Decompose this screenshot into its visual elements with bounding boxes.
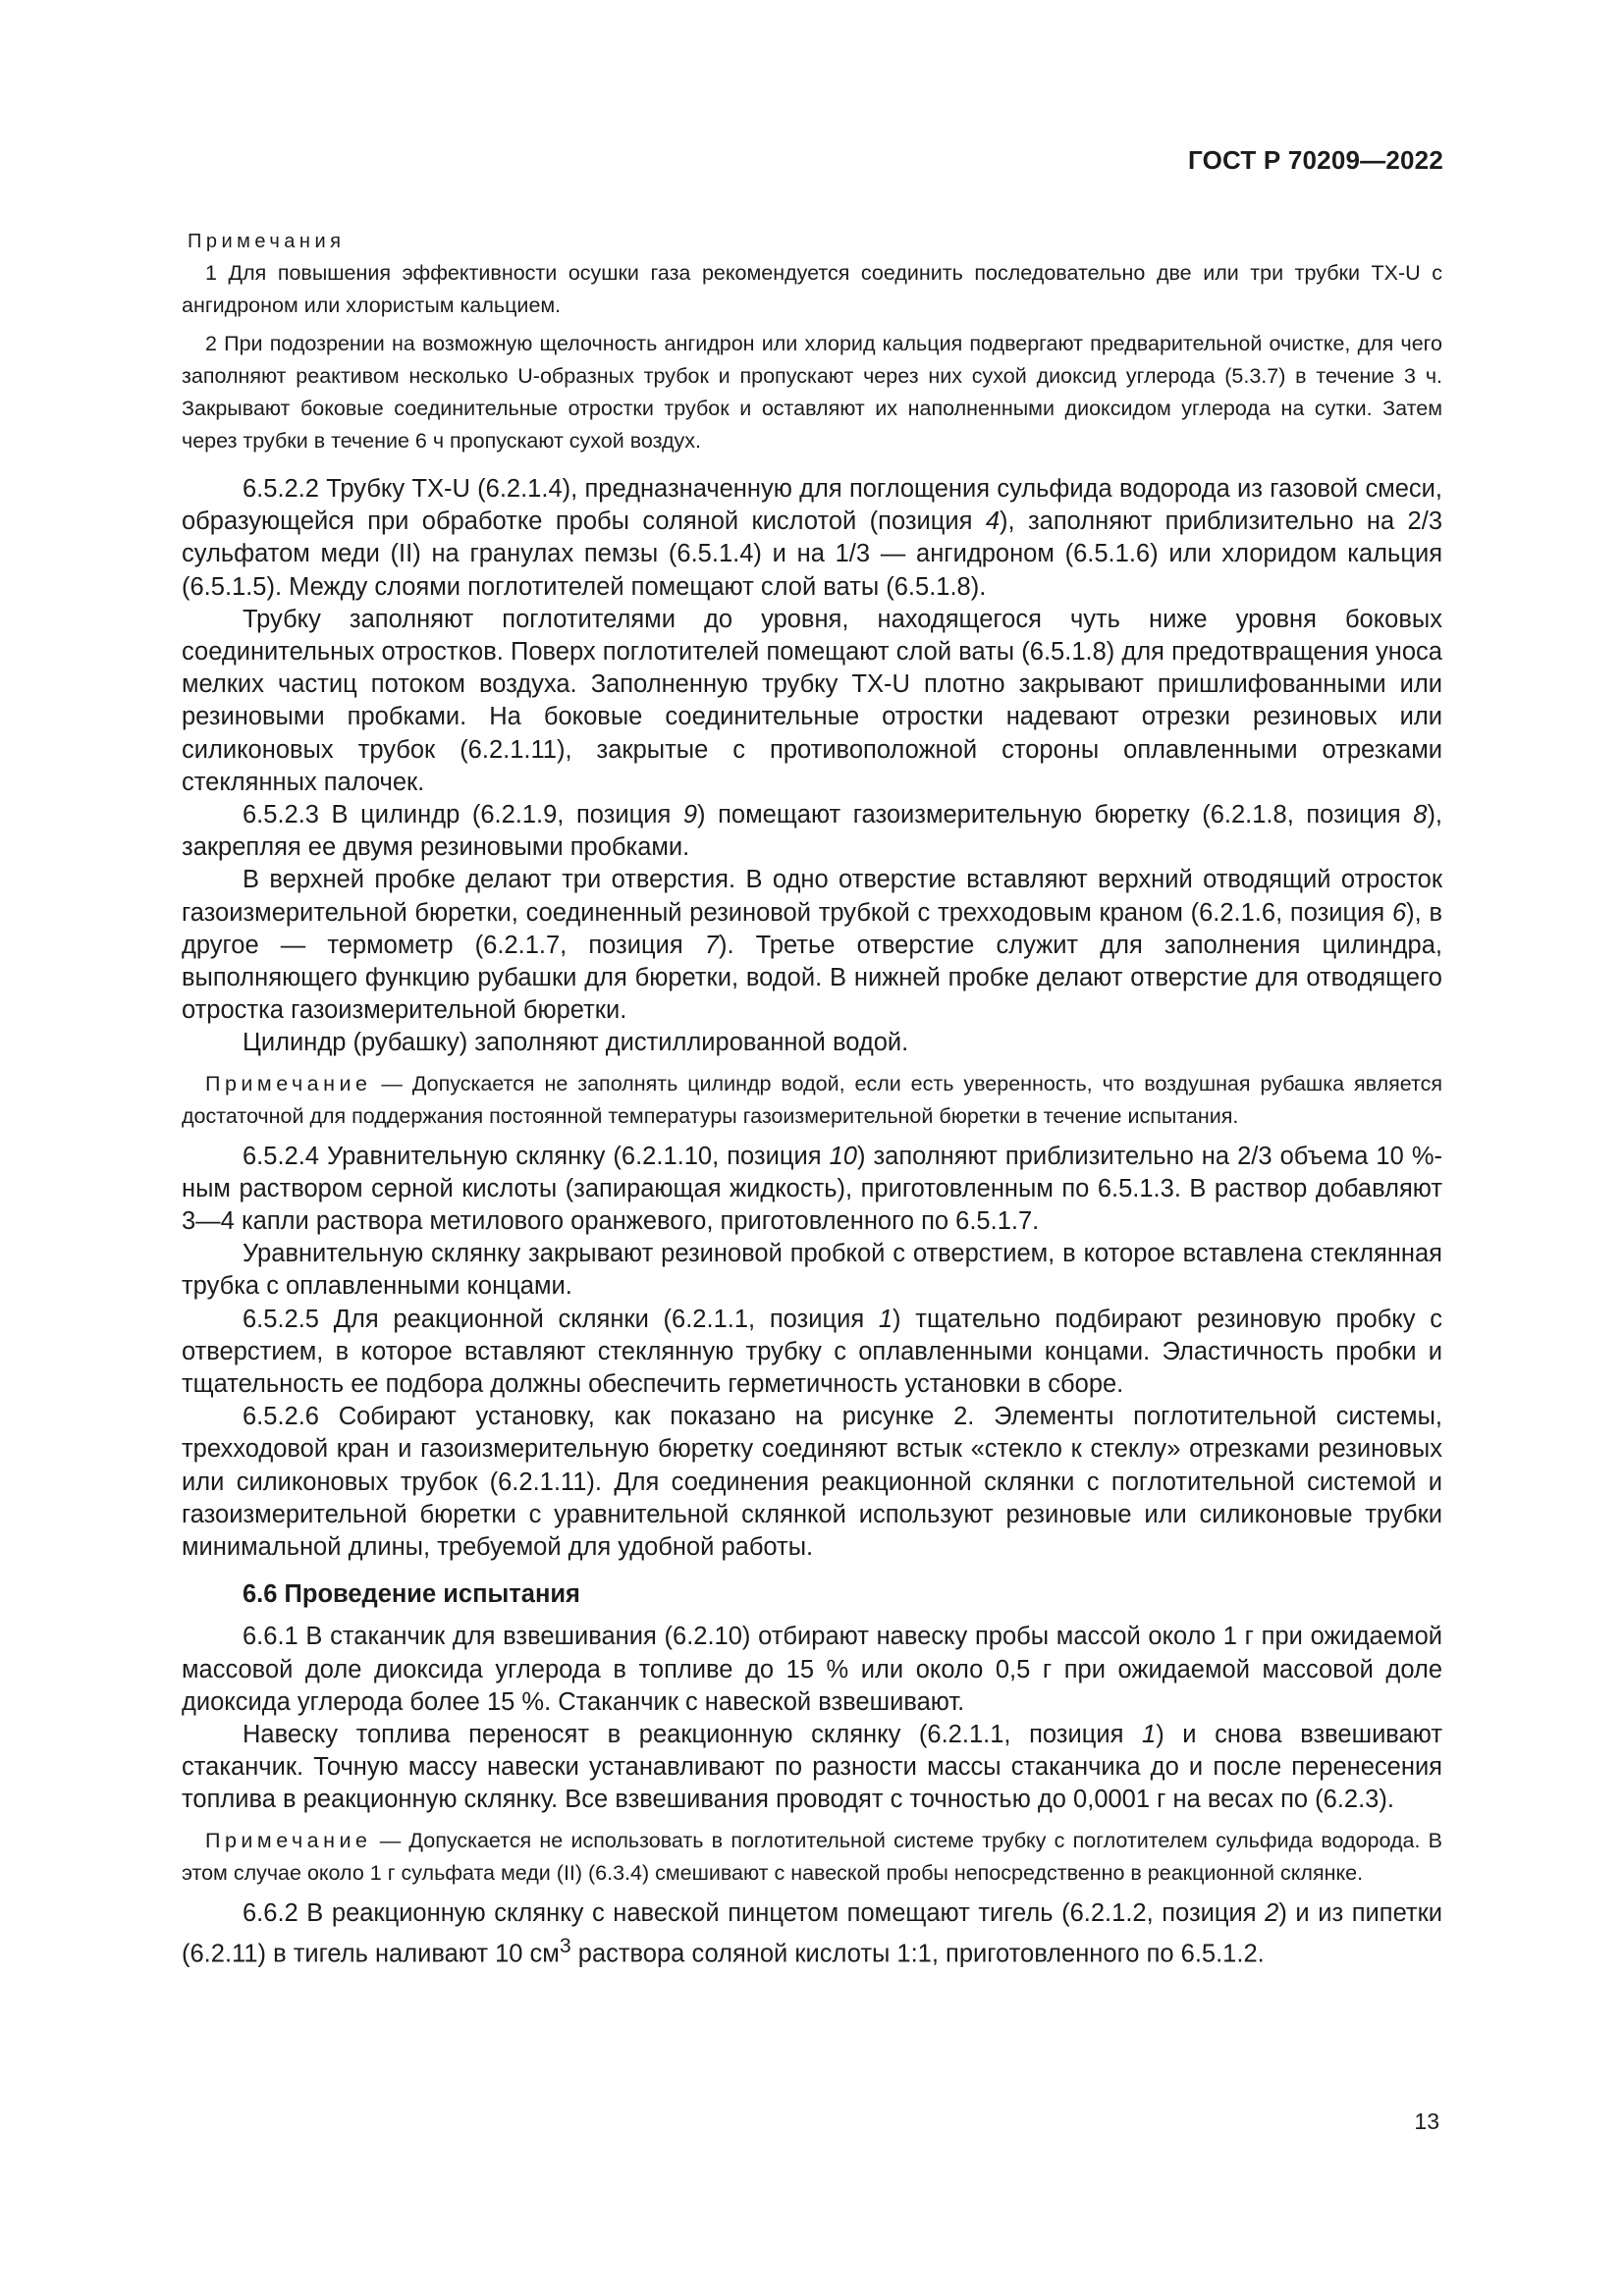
page-number: 13 xyxy=(1414,2109,1439,2134)
paragraph-6-6-1: 6.6.1 В стаканчик для взвешивания (6.2.10) отбирают навеску пробы массой около 1 г при ожидаемой массовой доле диоксида углерода в топливе до 15 % или около 0,5 г при ожидаемой массовой доле диоксида углерода более 15 %. Стаканчик с навеской взвешивают. xyxy=(182,1623,1442,1716)
note-absorber: Примечание — Допускается не использовать в поглотительной системе трубку с поглотителем сульфида водорода. В этом случае около 1 г сульфата меди (II) (6.3.4) смешивают с навеской пробы непосредственно в реакционной склянке. xyxy=(182,1828,1442,1885)
page-content xyxy=(182,226,1442,1970)
paragraph-6-5-2-5: 6.5.2.5 Для реакционной склянки (6.2.1.1, позиция 1) тщательно подбирают резиновую пробку с отверстием, в которое вставляют стеклянную трубку с оплавленными концами. Эластичность пробки и тщательность ее подбора должны обеспечить герметичность установки в сборе. xyxy=(182,1305,1442,1399)
paragraph-6-5-2-4: 6.5.2.4 Уравнительную склянку (6.2.1.10, позиция 10) заполняют приблизительно на 2/3 объема 10 %-ным раствором серной кислоты (запирающая жидкость), приготовленным по 6.5.1.3. В раствор добавляют 3—4 капли раствора метилового оранжевого, приготовленного по 6.5.1.7. xyxy=(182,1142,1442,1236)
paragraph-6-5-2-3: 6.5.2.3 В цилиндр (6.2.1.9, позиция 9) помещают газоизмерительную бюретку (6.2.1.8, позиция 8), закрепляя ее двумя резиновыми пробками. xyxy=(182,801,1443,862)
note-item-2: 2 При подозрении на возможную щелочность ангидрон или хлорид кальция подвергают предварительной очистке, для чего заполняют реактивом несколько U-образных трубок и пропускают через них сухой диоксид углерода (5.3.7) в течение 3 ч. Закрывают боковые соединительные отростки трубок и оставляют их наполненными диоксидом углерода на сутки. Затем через трубки в течение 6 ч пропускают сухой воздух. xyxy=(182,332,1442,453)
paragraph-tube-fill: Трубку заполняют поглотителями до уровня, находящегося чуть ниже уровня боковых соединительных отростков. Поверх поглотителей помещают слой ваты (6.5.1.8) для предотвращения уноса мелких частиц потоком воздуха. Заполненную трубку TX-U плотно закрывают пришлифованными или резиновыми пробками. На боковые соединительные отростки надевают отрезки резиновых или силиконовых трубок (6.2.1.11), закрытые с противоположной стороны оплавленными отрезками стеклянных палочек. xyxy=(182,605,1442,796)
paragraph-6-6-2: 6.6.2 В реакционную склянку с навеской пинцетом помещают тигель (6.2.1.2, позиция 2) и из пипетки (6.2.11) в тигель наливают 10 $см^3$ раствора соляной кислоты 1:1, приготовленного по 6.5.1.2. xyxy=(182,1898,1442,1968)
paragraph-upper-plug: В верхней пробке делают три отверстия. В одно отверстие вставляют верхний отводящий отросток газоизмерительной бюретки, соединенный резиновой трубкой с трехходовым краном (6.2.1.6, позиция 6), в другое — термометр (6.2.1.7, позиция 7). Третье отверстие служит для заполнения цилиндра, выполняющего функцию рубашки для бюретки, водой. В нижней пробке делают отверстие для отводящего отростка газоизмерительной бюретки. xyxy=(182,866,1442,1025)
paragraph-leveling-flask: Уравнительную склянку закрывают резиновой пробкой с отверстием, в которое вставлена стеклянная трубка с оплавленными концами. xyxy=(182,1240,1442,1301)
paragraph-6-5-2-2: 6.5.2.2 Трубку TX-U (6.2.1.4), предназначенную для поглощения сульфида водорода из газовой смеси, образующейся при обработке пробы соляной кислотой (позиция 4), заполняют приблизительно на 2/3 сульфатом меди (II) на гранулах пемзы (6.5.1.4) и на 1/3 — ангидроном (6.5.1.6) или хлоридом кальция (6.5.1.5). Между слоями поглотителей помещают слой ваты (6.5.1.8). xyxy=(182,475,1443,601)
note-item-1: 1 Для повышения эффективности осушки газа рекомендуется соединить последовательно две или три трубки TX-U с ангидроном или хлористым кальцием. xyxy=(182,261,1442,317)
paragraph-6-5-2-6: 6.5.2.6 Собирают установку, как показано на рисунке 2. Элементы поглотительной системы, трехходовой кран и газоизмерительную бюретку соединяют встык «стекло к стеклу» отрезками резиновых или силиконовых трубок (6.2.1.11). Для соединения реакционной склянки с поглотительной системой и газоизмерительной бюретки с уравнительной склянкой используют резиновые или силиконовые трубки минимальной длины, требуемой для удобной работы. xyxy=(182,1403,1442,1562)
paragraph-cylinder: Цилиндр (рубашку) заполняют дистиллированной водой. xyxy=(243,1029,909,1057)
notes-heading: Примечания xyxy=(188,231,346,252)
paragraph-transfer: Навеску топлива переносят в реакционную склянку (6.2.1.1, позиция 1) и снова взвешивают стаканчик. Точную массу навески устанавливают по разности массы стаканчика до и после перенесения топлива в реакционную склянку. Все взвешивания проводят с точностью до 0,0001 г на весах по (6.2.3). xyxy=(182,1720,1442,1814)
document-code: ГОСТ Р 70209—2022 xyxy=(1188,145,1443,175)
section-title-6-6: 6.6 Проведение испытания xyxy=(243,1580,580,1609)
note-cylinder: Примечание — Допускается не заполнять цилиндр водой, если есть уверенность, что воздушная рубашка является достаточной для поддержания постоянной температуры газоизмерительной бюретки в течение испытания. xyxy=(182,1071,1442,1128)
